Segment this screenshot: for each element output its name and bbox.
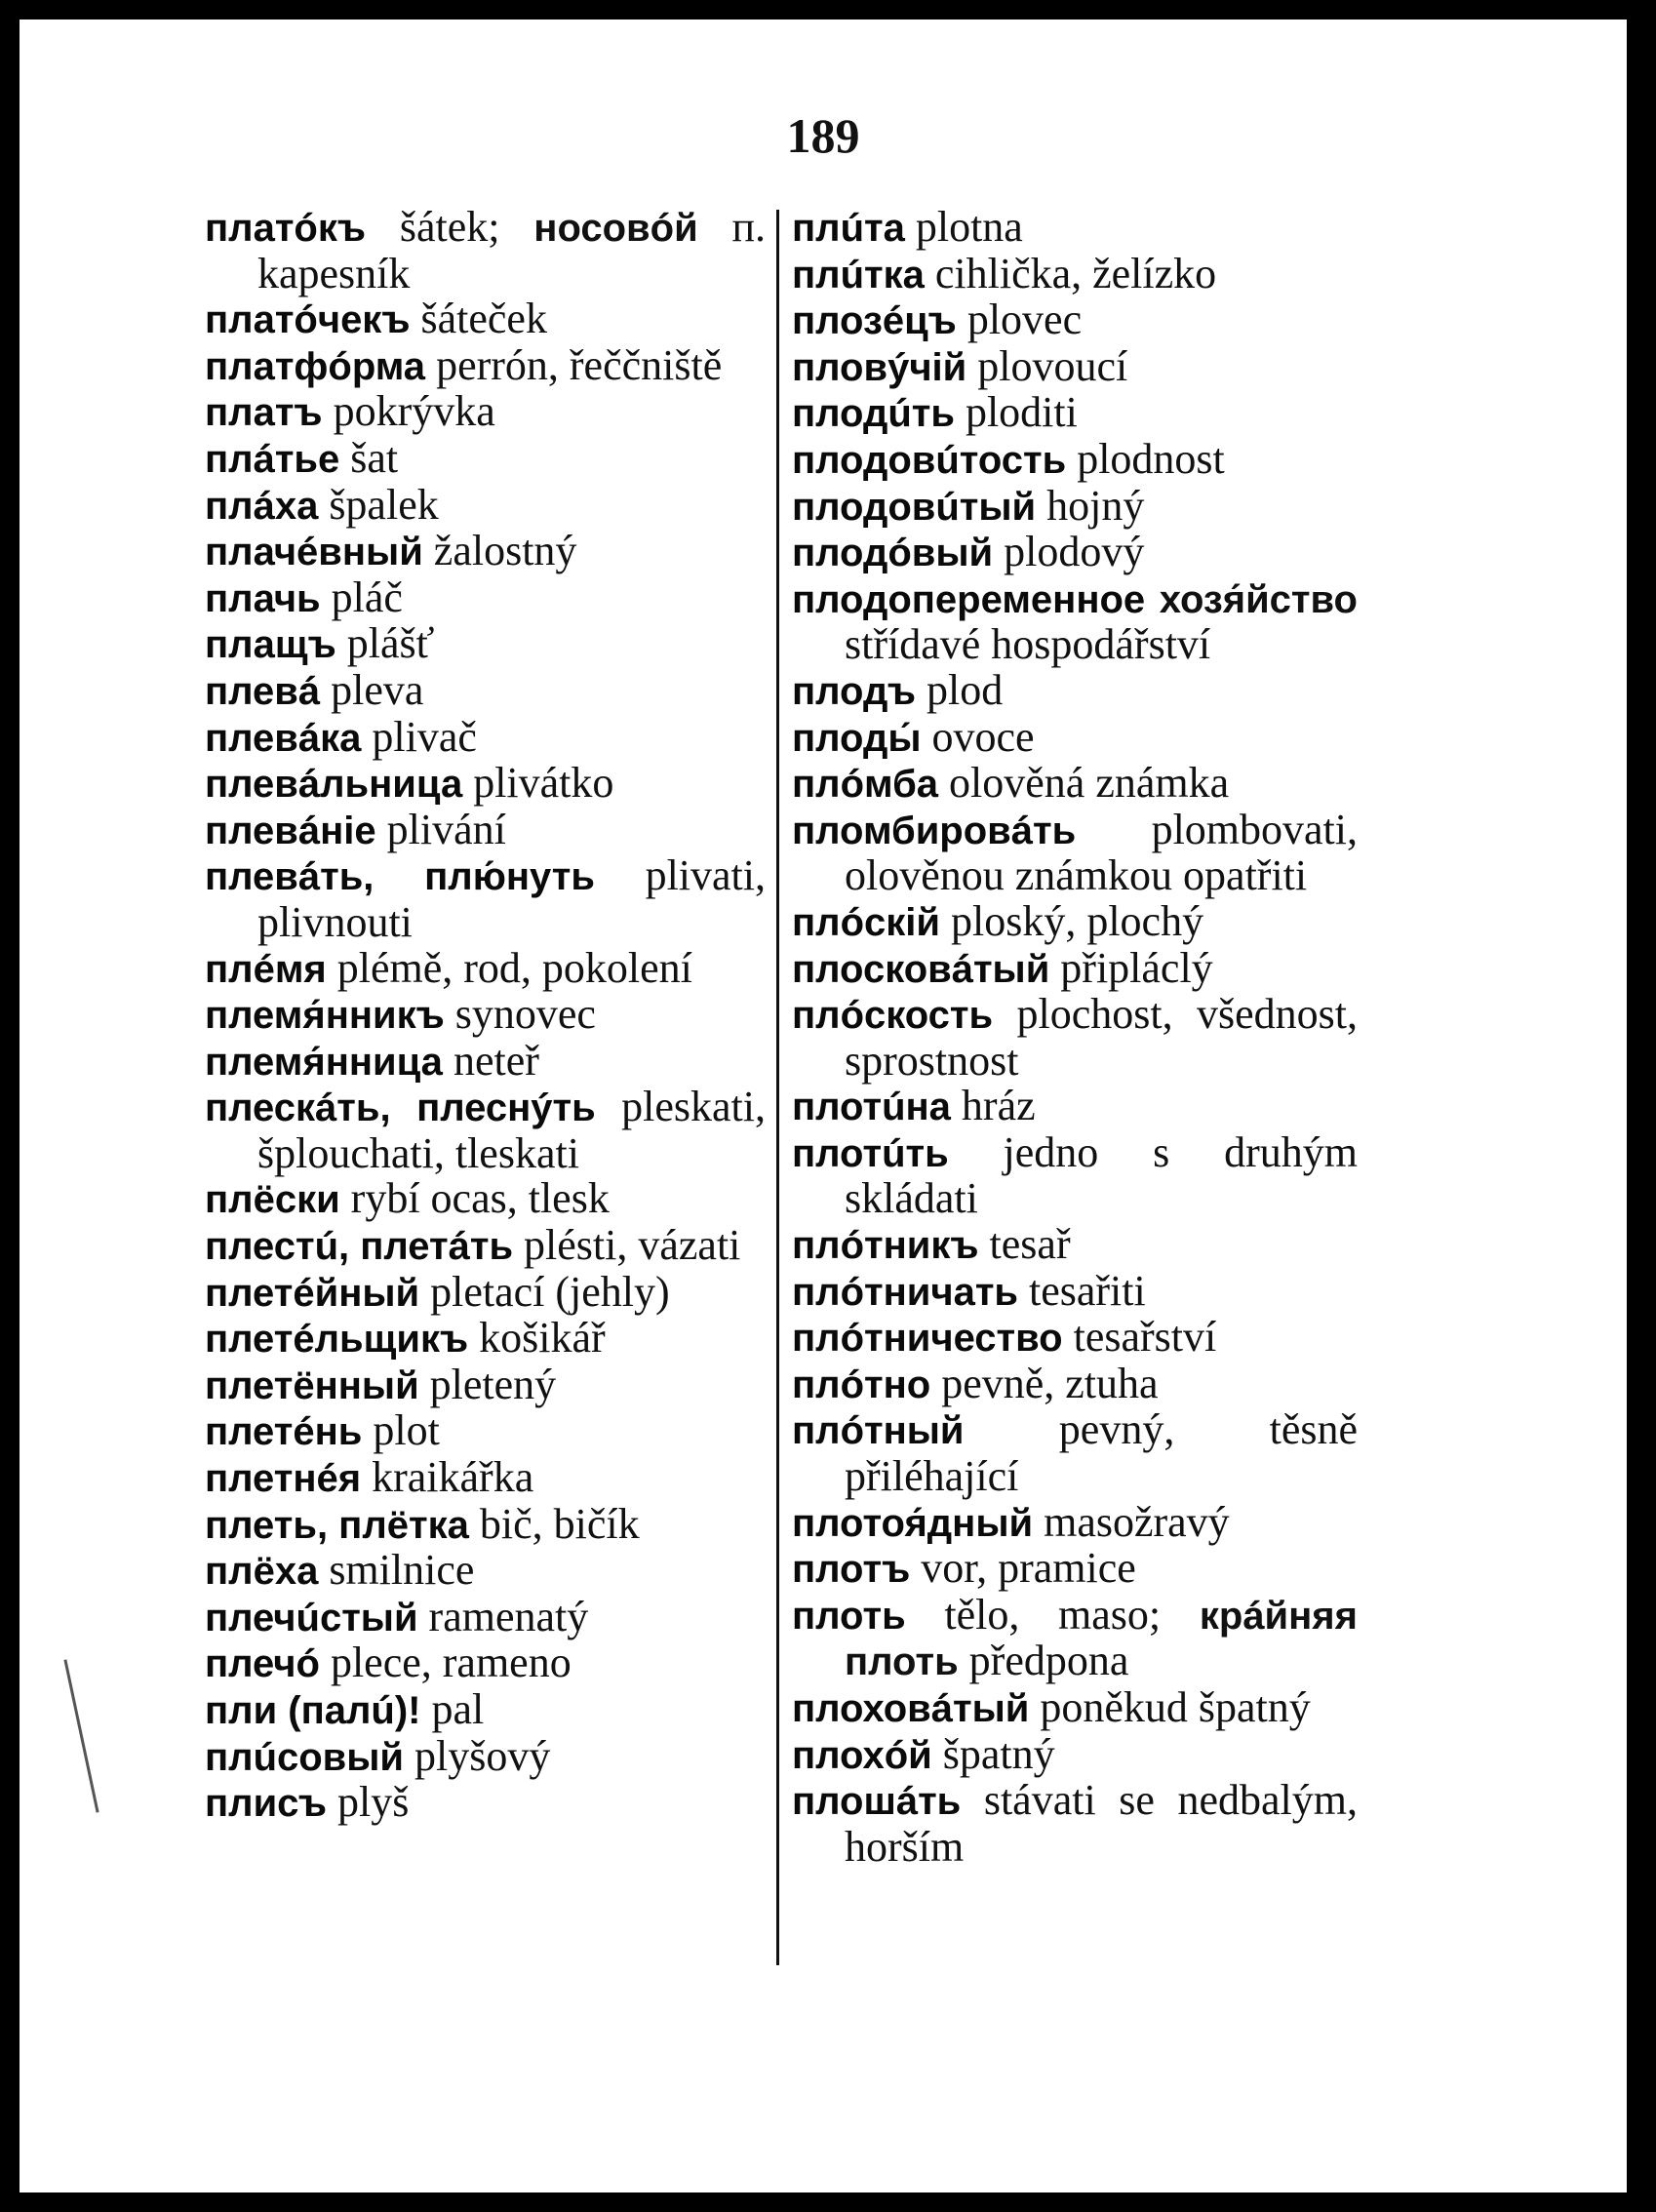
dictionary-entry — [205, 1316, 766, 1363]
entry-headword: плóмба — [792, 763, 939, 807]
entry-definition: šátek; — [399, 203, 500, 251]
entry-definition: plovoucí — [977, 341, 1128, 390]
entry-definition: tělo, maso; — [944, 1590, 1162, 1639]
entry-definition: plivátko — [473, 759, 614, 808]
entry-headword: плоть — [792, 1594, 906, 1638]
entry-definition: plivání — [386, 805, 506, 853]
dictionary-entry — [792, 297, 1358, 344]
entry-headword: плодúть — [792, 392, 955, 436]
entry-headword: пли (палú)! — [205, 1689, 421, 1732]
entry-definition: stávati se nedbalým, horším — [845, 1776, 1358, 1871]
dictionary-entry — [205, 1687, 766, 1734]
entry-headword: плетéльщикъ — [205, 1318, 469, 1362]
entry-headword: плозéцъ — [792, 299, 957, 343]
entry-headword: плотоя́дный — [792, 1501, 1034, 1545]
column-divider — [776, 210, 779, 1965]
dictionary-entry — [792, 1315, 1358, 1362]
entry-definition: připláclý — [1060, 943, 1213, 992]
dictionary-entry — [792, 712, 1358, 762]
dictionary-entry — [205, 805, 766, 854]
dictionary-entry — [792, 341, 1358, 391]
dictionary-entry — [792, 896, 1358, 946]
entry-definition: perrón, řeččniště — [436, 340, 723, 389]
entry-headword: плáтье — [205, 437, 340, 481]
entry-definition: plombovati, olověnou známkou opatřiti — [845, 805, 1358, 900]
entry-definition: žalostný — [433, 527, 577, 575]
entry-headword: плодовúтый — [792, 485, 1037, 529]
entry-definition: jedno s druhým skládati — [845, 1127, 1358, 1223]
entry-definition: plovec — [966, 296, 1083, 344]
entry-definition: smilnice — [329, 1546, 475, 1595]
right-column — [792, 205, 1358, 1870]
dictionary-entry — [205, 389, 766, 436]
dictionary-entry — [792, 992, 1358, 1084]
dictionary-entry — [205, 1499, 766, 1549]
entry-definition: plod — [926, 665, 1004, 714]
entry-definition: ploský, plochý — [950, 896, 1204, 945]
entry-definition: špatný — [942, 1729, 1055, 1778]
dictionary-entry — [792, 1685, 1358, 1732]
dictionary-entry — [792, 1778, 1358, 1870]
entry-headword: плоды́ — [792, 716, 922, 760]
entry-headword: плевáніе — [205, 809, 376, 852]
entry-headword: пловýчій — [792, 345, 967, 389]
dictionary-entry — [205, 529, 766, 575]
entry-headword: пломбировáть — [792, 809, 1077, 852]
entry-headword: племя́нница — [205, 1040, 443, 1084]
dictionary-entry — [792, 1127, 1358, 1223]
entry-headword: плохóй — [792, 1733, 932, 1777]
entry-headword: плащъ — [205, 623, 336, 667]
dictionary-entry — [205, 853, 766, 945]
entry-definition: plyšový — [414, 1731, 551, 1780]
entry-extra-headword: носовóй — [533, 207, 698, 250]
dictionary-entry — [792, 530, 1358, 576]
entry-definition: poněkud špatný — [1040, 1683, 1311, 1731]
entry-definition: masožravý — [1044, 1497, 1230, 1546]
entry-headword: плúсовый — [205, 1735, 405, 1779]
entry-definition: cihlička, želízko — [934, 249, 1217, 297]
entry-definition: pleskati, šplouchati, tleskati — [257, 1083, 766, 1177]
entry-definition: plot — [373, 1406, 440, 1455]
dictionary-entry — [205, 1548, 766, 1595]
entry-definition: plivač — [372, 712, 477, 761]
dictionary-entry — [792, 665, 1358, 715]
entry-definition: kraikářka — [372, 1453, 534, 1502]
entry-headword: плетнéя — [205, 1457, 362, 1501]
entry-definition: pal — [431, 1685, 485, 1733]
entry-headword: платóчекъ — [205, 298, 411, 342]
entry-headword: плóтный — [792, 1409, 965, 1453]
dictionary-entry — [205, 992, 766, 1039]
dictionary-entry — [792, 1222, 1358, 1269]
dictionary-entry — [205, 1640, 766, 1687]
entry-definition: košikář — [479, 1314, 606, 1363]
entry-headword: плевáка — [205, 716, 362, 760]
dictionary-entry — [205, 575, 766, 622]
entry-headword: плоховáтый — [792, 1687, 1030, 1730]
entry-headword: плéмя — [205, 947, 327, 991]
dictionary-entry — [792, 1546, 1358, 1593]
entry-extra-definition: předpona — [968, 1637, 1129, 1685]
entry-definition: pletací (jehly) — [430, 1267, 670, 1316]
dictionary-entry — [205, 1036, 766, 1086]
entry-headword: плевáльница — [205, 763, 463, 807]
dictionary-entry — [792, 1497, 1358, 1547]
entry-headword: плодопеременное — [792, 577, 1146, 621]
entry-definition: plyš — [337, 1778, 410, 1827]
entry-definition: plivati, plivnouti — [257, 851, 766, 946]
dictionary-entry — [205, 665, 766, 715]
entry-headword: плачь — [205, 576, 321, 620]
entry-definition: tesařství — [1073, 1313, 1217, 1362]
entry-definition: ploditi — [965, 388, 1078, 437]
entry-definition: neteř — [453, 1036, 539, 1085]
dictionary-entry — [205, 340, 766, 390]
dictionary-page — [20, 20, 1627, 2192]
entry-headword: плёски — [205, 1178, 340, 1222]
entry-definition: synovec — [454, 990, 596, 1039]
entry-headword: плачéвный — [205, 531, 423, 574]
entry-headword: плóскость — [792, 994, 994, 1038]
entry-definition: plášť — [346, 619, 435, 668]
entry-headword: плечúстый — [205, 1596, 418, 1639]
dictionary-entry — [792, 805, 1358, 900]
dictionary-entry — [792, 1359, 1358, 1408]
dictionary-entry — [792, 761, 1358, 808]
entry-definition: plémě, rod, pokolení — [336, 943, 692, 992]
dictionary-entry — [792, 1084, 1358, 1130]
entry-definition: plochost, všednost, sprostnost — [845, 990, 1358, 1085]
entry-definition: špalek — [329, 480, 439, 529]
dictionary-entry — [205, 712, 766, 762]
entry-headword: плескáть, плеснýть — [205, 1086, 596, 1130]
entry-definition: plésti, vázati — [524, 1221, 741, 1270]
entry-definition: plodnost — [1077, 434, 1225, 483]
entry-definition: hojný — [1046, 481, 1145, 530]
entry-definition: pleva — [331, 665, 424, 714]
dictionary-entry — [205, 205, 766, 296]
dictionary-entry — [205, 480, 766, 530]
entry-headword: плошáть — [792, 1780, 962, 1824]
dictionary-entry — [205, 761, 766, 808]
entry-definition: ramenatý — [428, 1592, 589, 1640]
scan-mark — [63, 1659, 99, 1812]
entry-headword: плúта — [792, 207, 905, 250]
entry-definition: plotna — [915, 203, 1023, 251]
entry-headword: плестú, плетáть — [205, 1225, 514, 1269]
entry-definition: hráz — [961, 1082, 1036, 1130]
dictionary-entry — [792, 1266, 1358, 1316]
entry-definition: rybí ocas, tlesk — [350, 1174, 610, 1223]
entry-headword: плáха — [205, 484, 319, 528]
dictionary-entry — [792, 481, 1358, 531]
entry-headword: плетéйный — [205, 1271, 420, 1315]
dictionary-entry — [792, 434, 1358, 484]
entry-headword: плóскій — [792, 900, 940, 944]
entry-headword: плодовúтость — [792, 438, 1067, 482]
dictionary-entry — [792, 1729, 1358, 1779]
dictionary-entry — [205, 1085, 766, 1176]
dictionary-entry — [792, 576, 1358, 668]
dictionary-entry — [205, 1408, 766, 1455]
dictionary-entry — [205, 1731, 766, 1781]
entry-definition: ovoce — [931, 712, 1035, 761]
page-number: 189 — [786, 108, 860, 163]
entry-definition: šat — [350, 433, 399, 482]
dictionary-entry — [205, 621, 766, 668]
entry-headword: плечó — [205, 1642, 320, 1686]
entry-headword: платóкъ — [205, 207, 367, 250]
entry-headword: плóтничать — [792, 1270, 1018, 1314]
entry-headword: плеть, плётка — [205, 1503, 469, 1547]
entry-headword: плодóвый — [792, 532, 994, 575]
entry-definition: vor, pramice — [921, 1544, 1136, 1593]
dictionary-entry — [792, 390, 1358, 437]
entry-headword: племя́нникъ — [205, 994, 445, 1038]
dictionary-entry — [205, 1223, 766, 1270]
entry-headword: плевá — [205, 669, 321, 713]
entry-extra-headword: крáйняя плоть — [845, 1594, 1358, 1684]
entry-headword: плúтка — [792, 253, 925, 296]
dictionary-entry — [792, 249, 1358, 298]
entry-definition: bič, bičík — [479, 1499, 640, 1548]
dictionary-entry — [205, 296, 766, 343]
entry-headword: плисъ — [205, 1782, 328, 1826]
dictionary-entry — [205, 943, 766, 993]
entry-definition: pevný, těsně přiléhající — [845, 1405, 1359, 1501]
entry-headword: плóтно — [792, 1363, 931, 1406]
entry-headword: плетённый — [205, 1363, 419, 1407]
entry-extra-headword: хозя́йство — [1159, 577, 1358, 621]
entry-definition: plodový — [1004, 528, 1145, 576]
entry-definition: tesař — [989, 1220, 1071, 1269]
dictionary-entry — [792, 1590, 1358, 1685]
entry-definition: střídavé hospodářství — [845, 620, 1211, 669]
entry-definition: pláč — [331, 573, 403, 621]
entry-headword: плóтникъ — [792, 1224, 979, 1268]
entry-definition: pletený — [429, 1360, 557, 1408]
dictionary-entry — [205, 1780, 766, 1827]
entry-definition: olověná známka — [949, 759, 1230, 808]
entry-headword: плетéнь — [205, 1410, 363, 1454]
dictionary-entry — [205, 1267, 766, 1317]
dictionary-entry — [205, 1176, 766, 1223]
entry-headword: плёха — [205, 1550, 319, 1594]
dictionary-entry — [205, 1592, 766, 1641]
entry-headword: плотúна — [792, 1086, 951, 1129]
entry-extra-definition: п. kapesník — [257, 203, 767, 297]
entry-definition: tesařiti — [1029, 1266, 1146, 1315]
dictionary-entry — [792, 943, 1358, 993]
entry-headword: плодъ — [792, 669, 916, 713]
dictionary-entry — [792, 205, 1358, 252]
entry-definition: pevně, ztuha — [941, 1359, 1159, 1407]
entry-headword: плотúть — [792, 1131, 949, 1175]
dictionary-entry — [792, 1407, 1358, 1499]
dictionary-entry — [205, 1455, 766, 1502]
entry-headword: платъ — [205, 391, 323, 435]
entry-definition: pokrývka — [333, 387, 495, 436]
entry-definition: plece, rameno — [330, 1639, 572, 1687]
entry-definition: šáteček — [420, 295, 547, 343]
entry-headword: плóтничество — [792, 1317, 1063, 1361]
dictionary-entry — [205, 1360, 766, 1409]
left-column — [205, 205, 766, 1827]
dictionary-entry — [205, 433, 766, 483]
entry-headword: плевáть, плю́нуть — [205, 855, 595, 899]
entry-headword: плосковáтый — [792, 947, 1050, 991]
entry-headword: плотъ — [792, 1548, 911, 1592]
entry-headword: платфóрма — [205, 344, 426, 388]
